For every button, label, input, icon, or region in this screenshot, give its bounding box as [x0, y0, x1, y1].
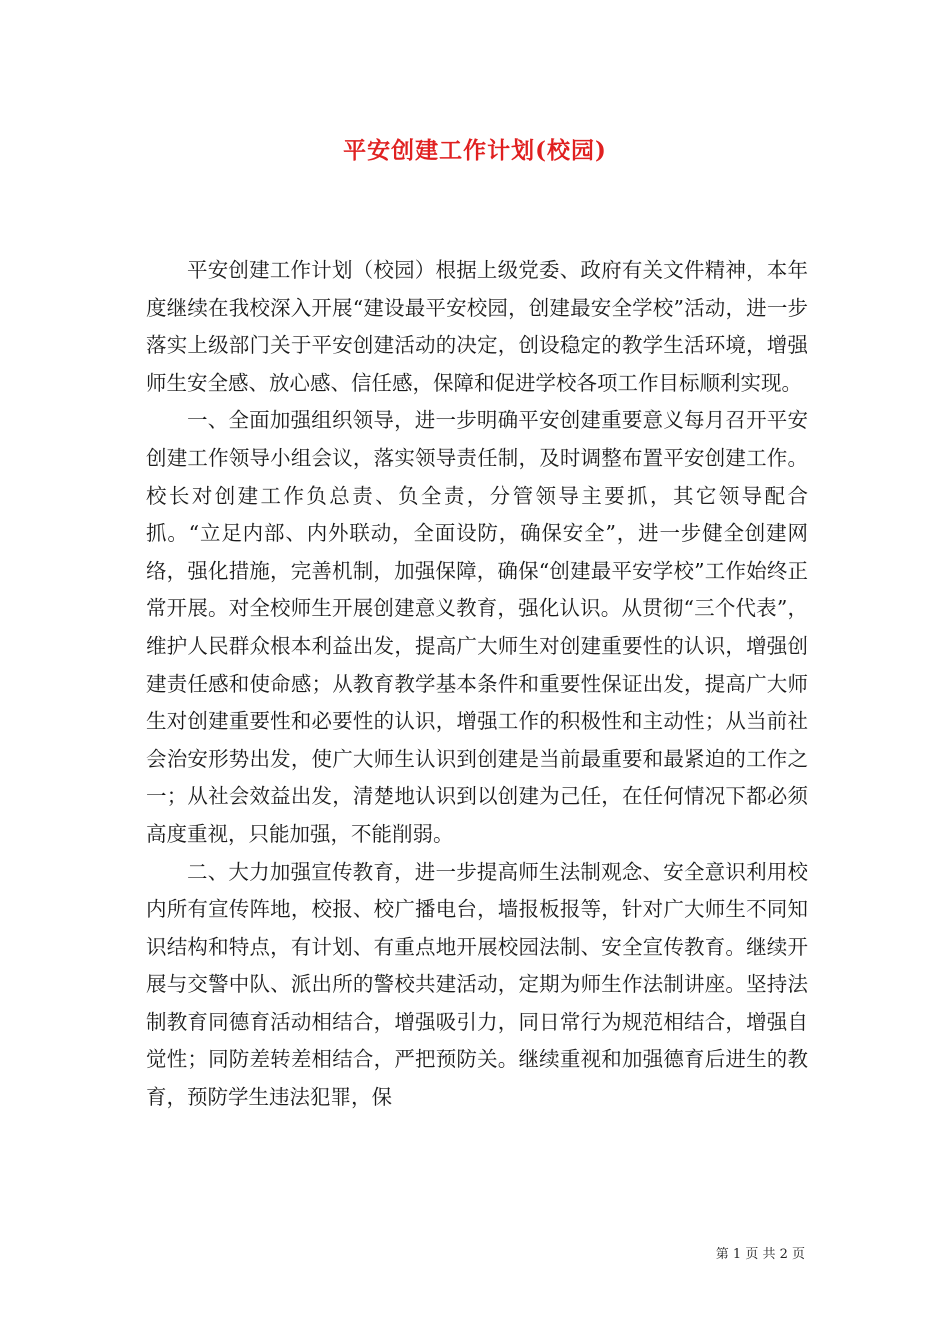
document-title: 平安创建工作计划(校园): [343, 137, 607, 164]
paragraph-intro: 平安创建工作计划（校园）根据上级党委、政府有关文件精神，本年度继续在我校深入开展“建设最平安校园，创建最安全学校”活动，进一步落实上级部门关于平安创建活动的决定，创设稳定的教学生活环境，增强师生安全感、放心感、信任感，保障和促进学校各项工作目标顺利实现。: [146, 258, 808, 395]
page-number: 第 1 页 共 2 页: [715, 1247, 805, 1262]
paragraph-section-one: 一、全面加强组织领导，进一步明确平安创建重要意义每月召开平安创建工作领导小组会议，落实领导责任制，及时调整布置平安创建工作。校长对创建工作负总责、负全责，分管领导主要抓，其它领导配合抓。“立足内部、内外联动，全面设防，确保安全”，进一步健全创建网络，强化措施，完善机制，加强保障，确保“创建最平安学校”工作始终正常开展。对全校师生开展创建意义教育，强化认识。从贯彻“三个代表”，维护人民群众根本利益出发，提高广大师生对创建重要性的认识，增强创建责任感和使命感；从教育教学基本条件和重要性保证出发，提高广大师生对创建重要性和必要性的认识，增强工作的积极性和主动性；从当前社会治安形势出发，使广大师生认识到创建是当前最重要和最紧迫的工作之一；从社会效益出发，清楚地认识到以创建为己任，在任何情况下都必须高度重视，只能加强，不能削弱。: [146, 408, 808, 846]
document-body: [146, 252, 808, 1117]
paragraph-section-two: 二、大力加强宣传教育，进一步提高师生法制观念、安全意识利用校内所有宣传阵地，校报、校广播电台，墙报板报等，针对广大师生不同知识结构和特点，有计划、有重点地开展校园法制、安全宣传教育。继续开展与交警中队、派出所的警校共建活动，定期为师生作法制讲座。坚持法制教育同德育活动相结合，增强吸引力，同日常行为规范相结合，增强自觉性；同防差转差相结合，严把预防关。继续重视和加强德育后进生的教育，预防学生违法犯罪，保: [146, 859, 808, 1110]
